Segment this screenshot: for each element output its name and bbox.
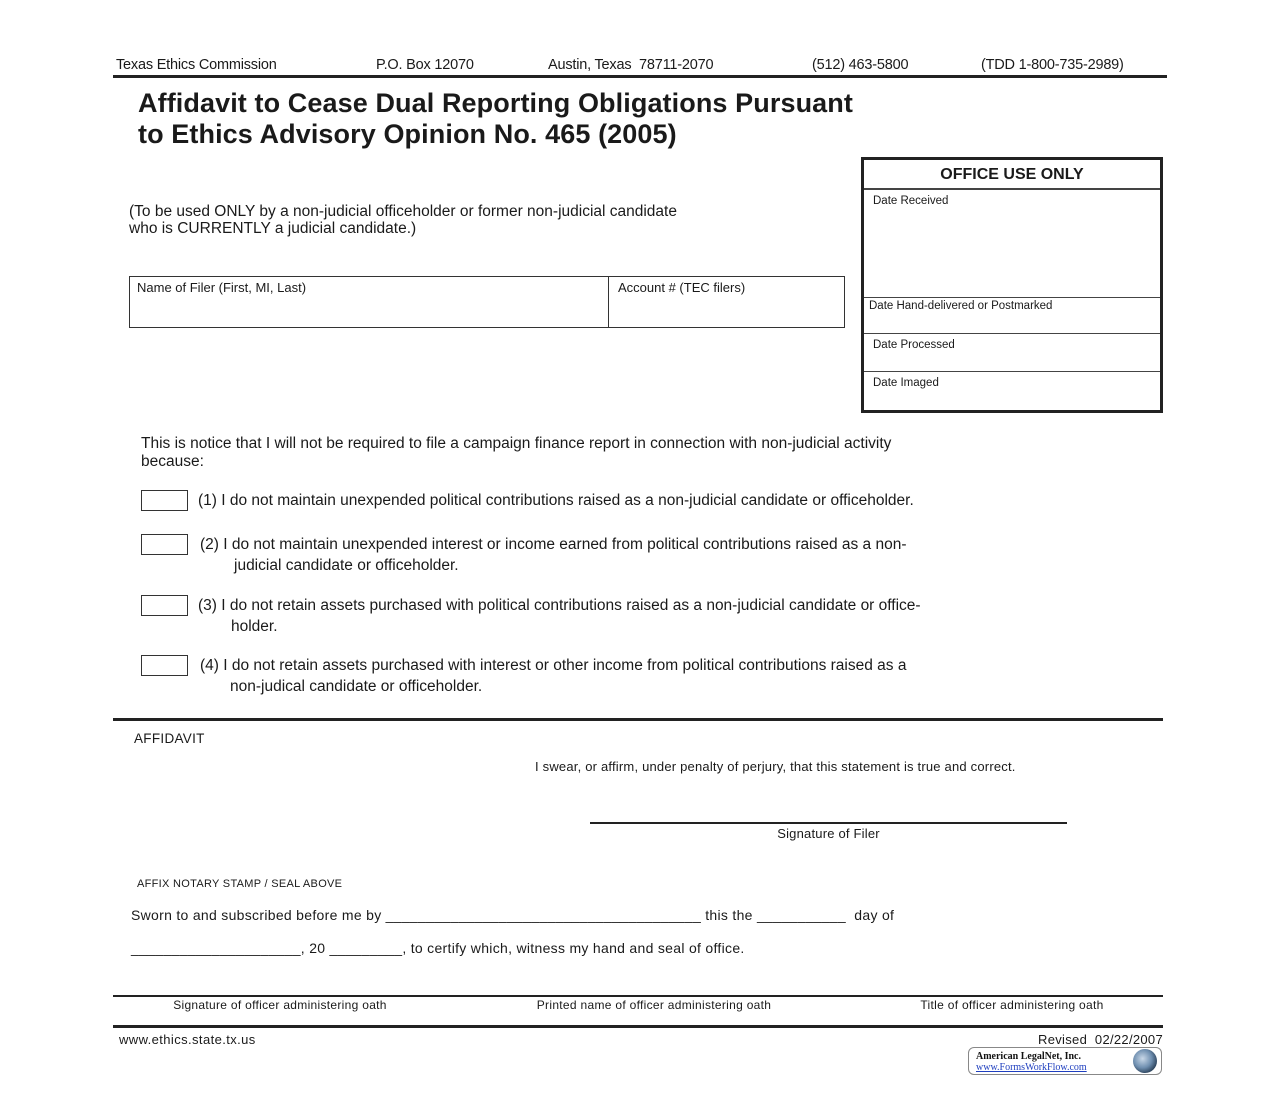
sworn-statement-line-1[interactable]: Sworn to and subscribed before me by _______________________________________ this the ___________ day of <box>131 907 895 923</box>
footer-rule <box>113 1025 1163 1028</box>
filer-signature-line[interactable] <box>590 822 1067 824</box>
reason-text-continuation: judicial candidate or officeholder. <box>234 557 459 574</box>
reason-text-continuation: non-judical candidate or officeholder. <box>230 678 483 695</box>
page-title <box>138 88 853 150</box>
reason-text-line: (3) I do not retain assets purchased with political contributions raised as a non-judicial candidate or office- <box>198 597 921 614</box>
reason-item-3 <box>141 595 1161 637</box>
office-field-date-processed <box>864 334 1160 372</box>
reason-2-checkbox[interactable] <box>141 534 188 555</box>
header-po-box: P.O. Box 12070 <box>376 57 474 73</box>
badge-website-link[interactable]: www.FormsWorkFlow.com <box>976 1062 1087 1073</box>
filer-info-table <box>129 276 845 328</box>
office-use-heading: OFFICE USE ONLY <box>864 160 1160 190</box>
office-field-date-hand-delivered <box>864 298 1160 334</box>
header-phone: (512) 463-5800 <box>812 57 909 73</box>
notice-statement <box>141 435 1161 470</box>
notice-line-2: because: <box>141 452 204 470</box>
globe-logo-icon <box>1133 1049 1157 1073</box>
account-number-label: Account # (TEC filers) <box>618 280 746 295</box>
office-field-label: Date Processed <box>873 339 955 351</box>
office-field-label: Date Received <box>873 195 949 207</box>
officer-signature-rule[interactable] <box>113 995 1163 997</box>
affidavit-divider <box>113 718 1163 721</box>
reason-text-continuation: holder. <box>231 618 278 635</box>
header-tdd: (TDD 1-800-735-2989) <box>981 57 1124 73</box>
filer-name-field[interactable] <box>130 277 608 327</box>
reason-text-line: (2) I do not maintain unexpended interest or income earned from political contributions raised as a non- <box>200 536 907 553</box>
reason-1-text <box>198 490 914 511</box>
notary-seal-note: AFFIX NOTARY STAMP / SEAL ABOVE <box>137 878 343 890</box>
oath-statement: I swear, or affirm, under penalty of perjury, that this statement is true and correct. <box>535 759 1016 774</box>
american-legalnet-badge[interactable] <box>968 1047 1162 1075</box>
revision-date: Revised 02/22/2007 <box>1038 1032 1163 1047</box>
sworn-statement-line-2[interactable]: _____________________, 20 _________, to certify which, witness my hand and seal of office. <box>131 940 745 956</box>
office-field-date-imaged <box>864 372 1160 410</box>
officer-printed-name-label: Printed name of officer administering oath <box>536 998 772 1012</box>
affidavit-heading: AFFIDAVIT <box>134 731 205 746</box>
reason-item-2 <box>141 534 1161 576</box>
reason-item-4 <box>141 655 1161 697</box>
officer-title-label: Title of officer administering oath <box>920 998 1104 1012</box>
reason-2-text <box>200 534 907 576</box>
reason-4-text <box>200 655 906 697</box>
filer-name-label: Name of Filer (First, MI, Last) <box>137 280 307 295</box>
account-number-field[interactable] <box>608 277 844 327</box>
reason-1-checkbox[interactable] <box>141 490 188 511</box>
badge-company-name: American LegalNet, Inc. <box>976 1051 1081 1062</box>
header-rule <box>113 75 1167 78</box>
office-field-label: Date Hand-delivered or Postmarked <box>869 300 1053 312</box>
filer-signature-label: Signature of Filer <box>777 826 880 841</box>
office-field-date-received <box>864 190 1160 298</box>
reason-text-line: (1) I do not maintain unexpended political contributions raised as a non-judicial candidate or officeholder. <box>198 492 914 509</box>
reason-3-text <box>198 595 921 637</box>
instructions-line-2: who is CURRENTLY a judicial candidate.) <box>129 220 417 237</box>
title-line-1: Affidavit to Cease Dual Reporting Obligations Pursuant <box>138 88 853 118</box>
office-use-box <box>861 157 1163 413</box>
instructions-line-1: (To be used ONLY by a non-judicial officeholder or former non-judicial candidate <box>129 203 677 220</box>
ethics-website-link[interactable]: www.ethics.state.tx.us <box>119 1032 256 1047</box>
reason-3-checkbox[interactable] <box>141 595 188 616</box>
header-org: Texas Ethics Commission <box>116 57 277 73</box>
notice-line-1: This is notice that I will not be required to file a campaign finance report in connection with non-judicial activity <box>141 435 892 452</box>
header-city: Austin, Texas 78711-2070 <box>548 57 714 73</box>
reason-4-checkbox[interactable] <box>141 655 188 676</box>
title-line-2: to Ethics Advisory Opinion No. 465 (2005) <box>138 119 677 149</box>
reason-text-line: (4) I do not retain assets purchased with interest or other income from political contributions raised as a <box>200 657 907 674</box>
reason-item-1 <box>141 490 1161 511</box>
usage-instructions <box>129 203 849 237</box>
officer-signature-label: Signature of officer administering oath <box>173 998 387 1012</box>
office-field-label: Date Imaged <box>873 377 939 389</box>
